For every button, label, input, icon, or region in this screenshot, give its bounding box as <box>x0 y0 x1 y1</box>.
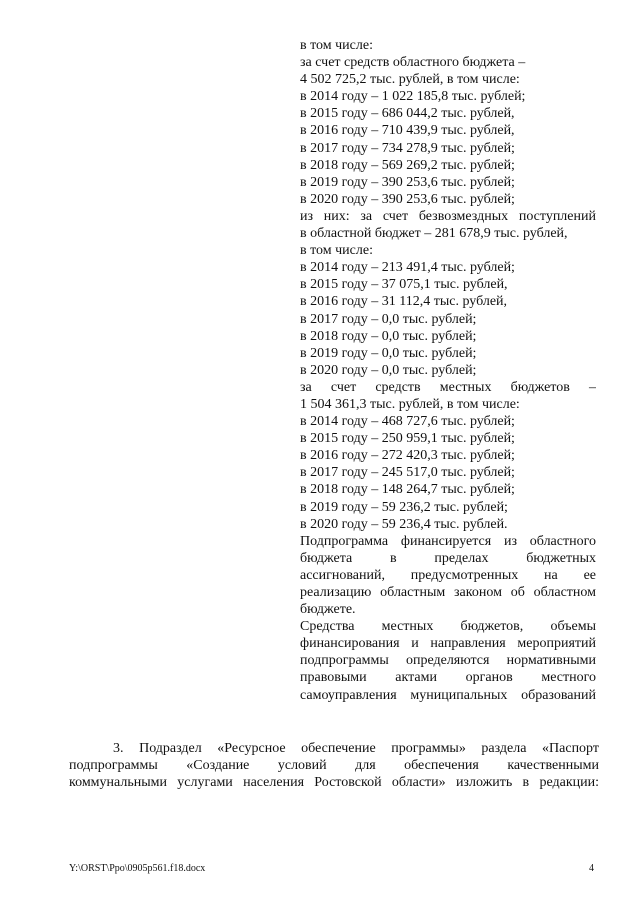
text-line: в том числе: <box>300 243 373 259</box>
paragraph-line: бюджете. <box>300 602 356 618</box>
text-line: в 2015 году – 686 044,2 тыс. рублей, <box>300 106 515 122</box>
text-line: в 2018 году – 148 264,7 тыс. рублей; <box>300 482 515 498</box>
text-line: в 2019 году – 0,0 тыс. рублей; <box>300 345 477 361</box>
text-line: в 2014 году – 1 022 185,8 тыс. рублей; <box>300 89 526 105</box>
text-line: 1 504 361,3 тыс. рублей, в том числе: <box>300 396 520 412</box>
text-line: в 2016 году – 710 439,9 тыс. рублей, <box>300 123 515 139</box>
paragraph-line: финансирования и направления мероприятий <box>300 636 596 652</box>
text-line: в 2016 году – 31 112,4 тыс. рублей, <box>300 294 508 310</box>
text-line: в областной бюджет – 281 678,9 тыс. рублей, <box>300 226 568 242</box>
paragraph-line: бюджета в пределах бюджетных <box>300 550 596 566</box>
local-budgets-paragraph <box>300 618 596 703</box>
paragraph-line: ассигнований, предусмотренных на ее <box>300 567 596 583</box>
text-line: за счет средств местных бюджетов – <box>300 379 596 395</box>
paragraph-line: реализацию областным законом об областном <box>300 585 596 600</box>
section-3-paragraph <box>69 740 599 791</box>
financing-column <box>300 37 596 704</box>
paragraph-line: Средства местных бюджетов, объемы <box>300 619 596 635</box>
paragraph-line: 3. Подраздел «Ресурсное обеспечение программы» раздела «Паспорт <box>113 741 599 756</box>
text-line: в 2018 году – 569 269,2 тыс. рублей; <box>300 157 515 173</box>
text-line: в 2017 году – 0,0 тыс. рублей; <box>300 311 477 327</box>
paragraph-line: Подпрограмма финансируется из областного <box>300 533 596 549</box>
text-line: за счет средств областного бюджета – <box>300 55 526 71</box>
text-line: в 2020 году – 0,0 тыс. рублей; <box>300 362 477 378</box>
file-path: Y:\ORST\Ppo\0905p561.f18.docx <box>69 863 206 874</box>
paragraph-line: подпрограммы «Создание условий для обеспечения качественными <box>69 758 599 774</box>
paragraph-line: подпрограммы определяются нормативными <box>300 653 596 669</box>
text-line: в 2020 году – 59 236,4 тыс. рублей. <box>300 516 508 532</box>
text-line: в 2015 году – 37 075,1 тыс. рублей, <box>300 277 508 293</box>
text-line: 4 502 725,2 тыс. рублей, в том числе: <box>300 72 520 88</box>
text-line: в 2020 году – 390 253,6 тыс. рублей; <box>300 191 515 207</box>
page-number: 4 <box>589 863 594 874</box>
paragraph-line: коммунальными услугами населения Ростовской области» изложить в редакции: <box>69 775 599 791</box>
text-line: в том числе: <box>300 38 373 53</box>
text-line: в 2019 году – 59 236,2 тыс. рублей; <box>300 499 508 515</box>
text-line: в 2018 году – 0,0 тыс. рублей; <box>300 328 477 344</box>
paragraph-line: самоуправления муниципальных образований <box>300 687 596 703</box>
text-line: в 2014 году – 213 491,4 тыс. рублей; <box>300 260 515 276</box>
financing-paragraph <box>300 533 596 618</box>
text-line: в 2017 году – 245 517,0 тыс. рублей; <box>300 465 515 481</box>
text-line: в 2015 году – 250 959,1 тыс. рублей; <box>300 431 515 447</box>
paragraph-line: правовыми актами органов местного <box>300 670 596 686</box>
text-line: в 2014 году – 468 727,6 тыс. рублей; <box>300 414 515 430</box>
text-line: в 2017 году – 734 278,9 тыс. рублей; <box>300 140 515 156</box>
text-line: в 2019 году – 390 253,6 тыс. рублей; <box>300 174 515 190</box>
text-line: в 2016 году – 272 420,3 тыс. рублей; <box>300 448 515 464</box>
text-line: из них: за счет безвозмездных поступлений <box>300 208 596 224</box>
